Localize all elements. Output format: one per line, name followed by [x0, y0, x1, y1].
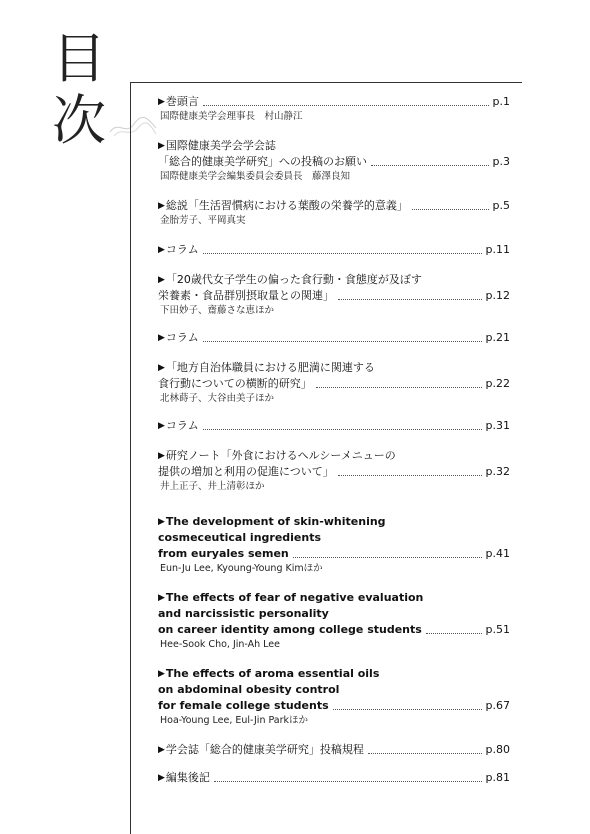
- triangle-bullet-icon: ▶: [158, 593, 165, 603]
- page-number: p.3: [492, 155, 510, 168]
- entry-author: Eun-Ju Lee, Kyoung-Young Kimほか: [160, 563, 323, 574]
- entry-title-line: on abdominal obesity control: [158, 683, 340, 696]
- page-number: p.67: [485, 699, 510, 712]
- toc-entry-english-article[interactable]: [158, 514, 510, 576]
- leader-dots: [333, 709, 482, 710]
- entry-author: 下田妙子、齋藤さな恵ほか: [160, 305, 275, 316]
- entry-author: 国際健康美学会編集委員会委員長 藤澤良知: [160, 171, 351, 182]
- entry-title-line: 「地方自治体職員における肥満に関連する: [165, 361, 375, 374]
- frame-left-rule: [130, 82, 131, 834]
- title-char: 次: [52, 89, 106, 152]
- toc-entry-column[interactable]: [158, 330, 510, 346]
- entry-title-line: for female college students: [158, 699, 329, 712]
- entry-author: 金胎芳子、平岡真実: [160, 215, 246, 226]
- entry-author: Hoa-Young Lee, Eul-Jin Parkほか: [160, 715, 309, 726]
- leader-dots: [412, 209, 489, 210]
- entry-author: 国際健康美学会理事長 村山静江: [160, 111, 303, 122]
- entry-author: 井上正子、井上清彰ほか: [160, 481, 265, 492]
- entry-author: 北林蒔子、大谷由美子ほか: [160, 393, 275, 404]
- toc-entry-column[interactable]: [158, 242, 510, 258]
- entry-author: Hee-Sook Cho, Jin-Ah Lee: [160, 639, 280, 650]
- page-number: p.80: [485, 743, 510, 756]
- leader-dots: [203, 341, 482, 342]
- entry-title-line: from euryales semen: [158, 547, 289, 560]
- leader-dots: [426, 633, 482, 634]
- page-number: p.22: [485, 377, 510, 390]
- triangle-bullet-icon: ▶: [158, 451, 165, 461]
- frame-top-rule: [130, 82, 522, 83]
- table-of-contents: [158, 94, 510, 786]
- leader-dots: [338, 475, 482, 476]
- triangle-bullet-icon: ▶: [158, 245, 165, 255]
- entry-title-line: コラム: [165, 243, 199, 256]
- entry-title-line: コラム: [165, 331, 199, 344]
- toc-entry-article[interactable]: [158, 360, 510, 406]
- decorative-scribble: [108, 110, 158, 140]
- entry-title-line: 国際健康美学会学会誌: [165, 139, 276, 152]
- entry-title-line: 総説「生活習慣病における葉酸の栄養学的意義」: [165, 199, 408, 212]
- entry-title-line: 学会誌「総合的健康美学研究」投稿規程: [165, 743, 364, 756]
- triangle-bullet-icon: ▶: [158, 773, 165, 783]
- toc-entry-submission-request[interactable]: [158, 138, 510, 184]
- toc-entry-english-article[interactable]: [158, 666, 510, 728]
- entry-title-line: on career identity among college students: [158, 623, 422, 636]
- page-number: p.1: [492, 95, 510, 108]
- triangle-bullet-icon: ▶: [158, 201, 165, 211]
- toc-entry-preface[interactable]: [158, 94, 510, 124]
- page-number: p.5: [492, 199, 510, 212]
- toc-entry-column[interactable]: [158, 418, 510, 434]
- page-number: p.41: [485, 547, 510, 560]
- entry-title-line: and narcissistic personality: [158, 607, 329, 620]
- entry-title-line: cosmeceutical ingredients: [158, 531, 322, 544]
- entry-title-line: 研究ノート「外食におけるヘルシーメニューの: [165, 449, 396, 462]
- page-number: p.12: [485, 289, 510, 302]
- triangle-bullet-icon: ▶: [158, 333, 165, 343]
- page-number: p.81: [485, 771, 510, 784]
- leader-dots: [203, 105, 489, 106]
- triangle-bullet-icon: ▶: [158, 97, 165, 107]
- leader-dots: [368, 753, 482, 754]
- entry-title-line: The development of skin-whitening: [165, 515, 386, 528]
- toc-entry-review[interactable]: [158, 198, 510, 228]
- triangle-bullet-icon: ▶: [158, 421, 165, 431]
- toc-entry-submission-rules[interactable]: [158, 742, 510, 758]
- entry-title-line: コラム: [165, 419, 199, 432]
- leader-dots: [293, 557, 482, 558]
- entry-title-line: 巻頭言: [165, 95, 199, 108]
- triangle-bullet-icon: ▶: [158, 275, 165, 285]
- page-number: p.31: [485, 419, 510, 432]
- leader-dots: [214, 781, 482, 782]
- triangle-bullet-icon: ▶: [158, 669, 165, 679]
- leader-dots: [203, 429, 482, 430]
- toc-entry-english-article[interactable]: [158, 590, 510, 652]
- entry-title-line: 編集後記: [165, 771, 210, 784]
- triangle-bullet-icon: ▶: [158, 363, 165, 373]
- triangle-bullet-icon: ▶: [158, 517, 165, 527]
- page-number: p.11: [485, 243, 510, 256]
- title-char: 目: [52, 27, 106, 90]
- leader-dots: [338, 299, 482, 300]
- entry-title-line: 栄養素・食品群別摂取量との関連」: [158, 289, 334, 302]
- leader-dots: [316, 387, 482, 388]
- entry-title-line: 「20歳代女子学生の偏った食行動・食態度が及ぼす: [165, 273, 422, 286]
- toc-entry-article[interactable]: [158, 272, 510, 318]
- page-number: p.32: [485, 465, 510, 478]
- leader-dots: [371, 165, 489, 166]
- entry-title-line: 「総合的健康美学研究」への投稿のお願い: [158, 155, 367, 168]
- entry-title-line: 食行動についての横断的研究」: [158, 377, 312, 390]
- triangle-bullet-icon: ▶: [158, 141, 165, 151]
- toc-entry-research-note[interactable]: [158, 448, 510, 494]
- toc-entry-editorial-afterword[interactable]: [158, 770, 510, 786]
- entry-title-line: The effects of aroma essential oils: [165, 667, 380, 680]
- triangle-bullet-icon: ▶: [158, 745, 165, 755]
- entry-title-line: The effects of fear of negative evaluation: [165, 591, 424, 604]
- entry-title-line: 提供の増加と利用の促進について」: [158, 465, 334, 478]
- page-number: p.21: [485, 331, 510, 344]
- leader-dots: [203, 253, 482, 254]
- page-number: p.51: [485, 623, 510, 636]
